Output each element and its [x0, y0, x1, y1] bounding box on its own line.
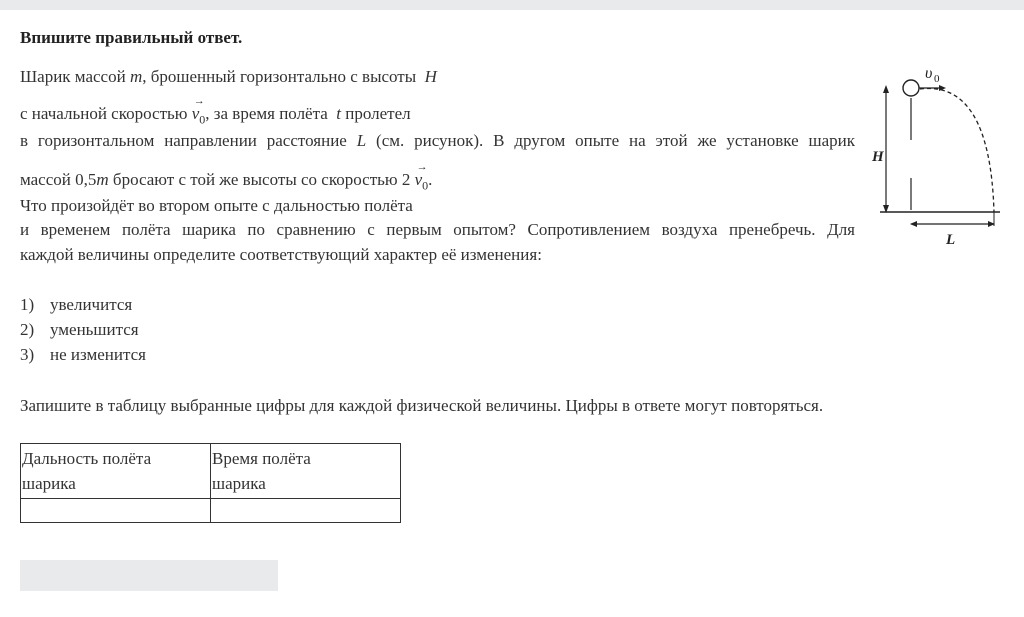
- top-bar: [0, 0, 1024, 10]
- instruction-heading: Впишите правильный ответ.: [20, 28, 243, 47]
- distance-arrow-left: [910, 221, 917, 227]
- header-cell-distance: Дальность полёта шарика: [21, 444, 211, 499]
- projectile-figure: [860, 60, 1010, 250]
- problem-line-6: и временем полёта шарика по сравнению с первым опытом? Сопротивлением воздуха пренебречь. Для: [20, 220, 855, 239]
- problem-line-5: Что произойдёт во втором опыте с дальностью полёта: [20, 196, 413, 215]
- height-arrow-top: [883, 85, 889, 93]
- problem-line-1: Шарик массой m, брошенный горизонтально с высоты H: [20, 67, 437, 86]
- answer-table: [20, 443, 401, 523]
- answer-input[interactable]: [20, 560, 278, 591]
- label-L: L: [946, 232, 956, 248]
- label-v: υ: [925, 65, 933, 82]
- option-1: 1) увеличится: [20, 295, 133, 314]
- problem-line-4: массой 0,5m бросают с той же высоты со скоростью 2 → $v_0$.: [20, 161, 433, 193]
- ball: [903, 80, 919, 96]
- label-H: H: [872, 149, 884, 165]
- table-header-row: [21, 444, 401, 499]
- option-3: 3) не изменится: [20, 345, 146, 364]
- label-v-sub: 0: [934, 73, 940, 85]
- table-answer-row: [21, 499, 401, 523]
- answer-cell-time[interactable]: [211, 499, 401, 523]
- problem-line-3: в горизонтальном направлении расстояние L (см. рисунок). В другом опыте на этой же установке шарик: [20, 131, 855, 150]
- problem-line-7: каждой величины определите соответствующий характер её изменения:: [20, 245, 542, 264]
- answer-cell-distance[interactable]: [21, 499, 211, 523]
- option-2: 2) уменьшится: [20, 320, 139, 339]
- table-instruction: Запишите в таблицу выбранные цифры для каждой физической величины. Цифры в ответе могут повторяться.: [20, 396, 824, 415]
- trajectory: [920, 88, 994, 212]
- problem-line-2: с начальной скоростью → $v_0$, за время полёта t пролетел: [20, 95, 411, 127]
- header-cell-time: Время полёта шарика: [211, 444, 401, 499]
